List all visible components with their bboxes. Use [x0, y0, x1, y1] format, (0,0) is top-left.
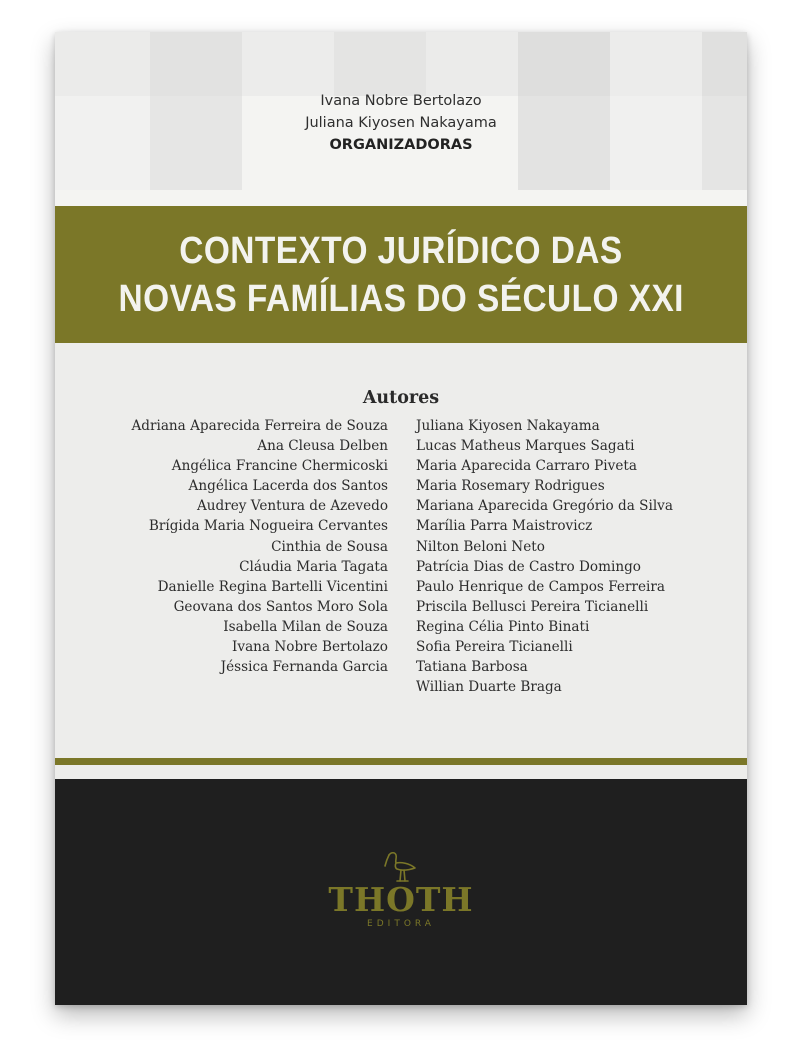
authors-heading: Autores [362, 388, 440, 408]
pattern-tile [518, 32, 610, 96]
author-name: Brígida Maria Nogueira Cervantes [148, 518, 388, 535]
author-name: Mariana Aparecida Gregório da Silva [416, 498, 673, 515]
author-name: Cláudia Maria Tagata [239, 558, 388, 575]
pattern-tile [242, 32, 334, 96]
author-name: Marília Parra Maistrovicz [416, 518, 593, 535]
pattern-tile [610, 32, 702, 96]
pattern-tile [426, 32, 518, 96]
author-name: Audrey Ventura de Azevedo [196, 498, 388, 515]
book-title-line-2: NOVAS FAMÍLIAS DO SÉCULO XXI [118, 277, 684, 320]
author-name: Maria Rosemary Rodrigues [416, 478, 605, 495]
author-name: Ivana Nobre Bertolazo [232, 639, 388, 656]
ibis-bird-icon [383, 850, 419, 884]
organizers-block [55, 90, 747, 156]
book-cover [55, 32, 747, 1005]
pattern-tile [55, 32, 150, 96]
author-name: Ana Cleusa Delben [257, 438, 388, 455]
author-name: Priscila Bellusci Pereira Ticianelli [416, 598, 649, 615]
author-name: Paulo Henrique de Campos Ferreira [416, 578, 665, 595]
top-pattern-band [55, 32, 747, 206]
book-title-line-1: CONTEXTO JURÍDICO DAS [179, 229, 623, 272]
light-divider-stripe [55, 765, 747, 779]
author-name: Juliana Kiyosen Nakayama [416, 418, 600, 434]
author-name: Angélica Francine Chermicoski [171, 458, 388, 475]
author-name: Regina Célia Pinto Binati [416, 618, 590, 635]
author-name: Nilton Beloni Neto [416, 538, 545, 555]
author-name: Adriana Aparecida Ferreira de Souza [131, 418, 388, 434]
authors-column-right [416, 416, 673, 697]
author-name: Isabella Milan de Souza [223, 618, 388, 635]
publisher-logo [55, 850, 747, 930]
authors-column-left [131, 416, 388, 677]
organizers-role-label: ORGANIZADORAS [329, 137, 473, 153]
organizer-name: Ivana Nobre Bertolazo [320, 93, 482, 109]
pattern-tile [334, 32, 426, 96]
author-name: Danielle Regina Bartelli Vicentini [157, 578, 388, 595]
author-name: Tatiana Barbosa [416, 659, 528, 676]
author-name: Sofia Pereira Ticianelli [416, 639, 573, 656]
author-name: Angélica Lacerda dos Santos [188, 478, 388, 495]
author-name: Lucas Matheus Marques Sagati [416, 438, 635, 455]
author-name: Patrícia Dias de Castro Domingo [416, 558, 641, 575]
author-name: Maria Aparecida Carraro Piveta [416, 458, 637, 475]
pattern-tile [150, 32, 242, 96]
olive-divider-stripe [55, 758, 747, 765]
title-band [55, 206, 747, 343]
author-name: Cinthia de Sousa [271, 538, 388, 555]
author-name: Geovana dos Santos Moro Sola [173, 598, 388, 615]
publisher-subtitle: EDITORA [367, 919, 435, 929]
publisher-name: THOTH [328, 880, 474, 919]
organizer-name: Juliana Kiyosen Nakayama [305, 115, 497, 131]
pattern-tile [702, 32, 747, 96]
author-name: Jéssica Fernanda Garcia [220, 659, 388, 676]
author-name: Willian Duarte Braga [416, 679, 562, 696]
